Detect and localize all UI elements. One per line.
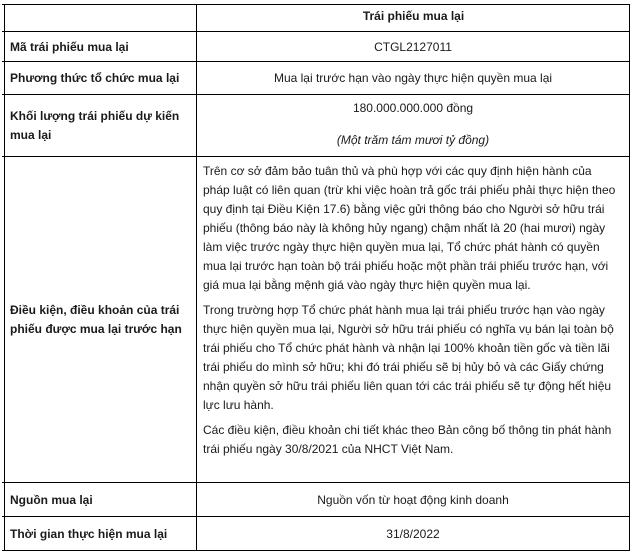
table-row-method <box>2 61 630 95</box>
table-row-source <box>2 482 630 517</box>
row-label: Nguồn mua lại <box>4 483 196 517</box>
header-empty-cell <box>4 5 196 32</box>
terms-paragraphs <box>196 157 630 483</box>
row-value: CTGL2127011 <box>196 32 630 62</box>
terms-paragraph: Các điều kiện, điều khoản chi tiết khác theo Bản công bố thông tin phát hành trái phiếu ngày 30/8/2021 của NHCT Việt Nam. <box>203 423 612 456</box>
volume-amount-in-words: (Một trăm tám mươi tỷ đồng) <box>336 133 490 147</box>
row-label: Mã trái phiếu mua lại <box>4 32 196 62</box>
table-row-volume <box>2 94 630 157</box>
row-value: Nguồn vốn từ hoạt động kinh doanh <box>196 483 630 517</box>
terms-paragraph: Trên cơ sở đảm bảo tuân thủ và phù hợp với các quy định hiện hành của pháp luật có liên quan (trừ khi việc hoàn trả gốc trái phiếu phải thực hiện theo quy định tại Điều Kiện 17.6) bằng việc gửi thông báo cho Người sở hữu trái phiếu (thông báo này là không hủy ngang) chậm nhất là 20 (hai mươi) ngày làm việc trước ngày thực hiện quyền mua lại, Tổ chức phát hành có quyền mua lại trước hạn toàn bộ trái phiếu hoặc một phần trái phiếu trước hạn, với giá mua lại bằng mệnh giá vào ngày thực hiện quyền mua lại. <box>203 164 616 292</box>
table-row-date <box>2 516 630 551</box>
row-label: Khối lượng trái phiếu dự kiến mua lại <box>4 95 196 157</box>
terms-paragraph: Trong trường hợp Tổ chức phát hành mua lại trái phiếu trước hạn vào ngày thực hiện quyền mua lại, Người sở hữu trái phiếu có nghĩa vụ bán lại toàn bộ trái phiếu cho Tổ chức phát hành và nhận lại 100% khoản tiền gốc và tiền lãi trái phiếu do mình sở hữu; khi đó trái phiếu sẽ bị hủy bỏ và các Giấy chứng nhận quyền sở hữu trái phiếu liên quan tới các trái phiếu sẽ tự động hết hiệu lực lưu hành. <box>203 303 614 412</box>
table-header-row <box>2 4 630 32</box>
row-value-block <box>196 95 630 157</box>
row-label: Phương thức tổ chức mua lại <box>4 62 196 95</box>
table-row-terms <box>2 156 630 483</box>
row-label: Thời gian thực hiện mua lại <box>4 517 196 551</box>
row-value: Mua lại trước hạn vào ngày thực hiện quyền mua lại <box>196 62 630 95</box>
header-title: Trái phiếu mua lại <box>196 5 630 32</box>
table-row-bond-code <box>2 31 630 62</box>
row-value: 31/8/2022 <box>196 517 630 551</box>
volume-amount: 180.000.000.000 đồng <box>352 101 474 115</box>
row-label: Điều kiện, điều khoản của trái phiếu được mua lại trước hạn <box>4 157 196 483</box>
